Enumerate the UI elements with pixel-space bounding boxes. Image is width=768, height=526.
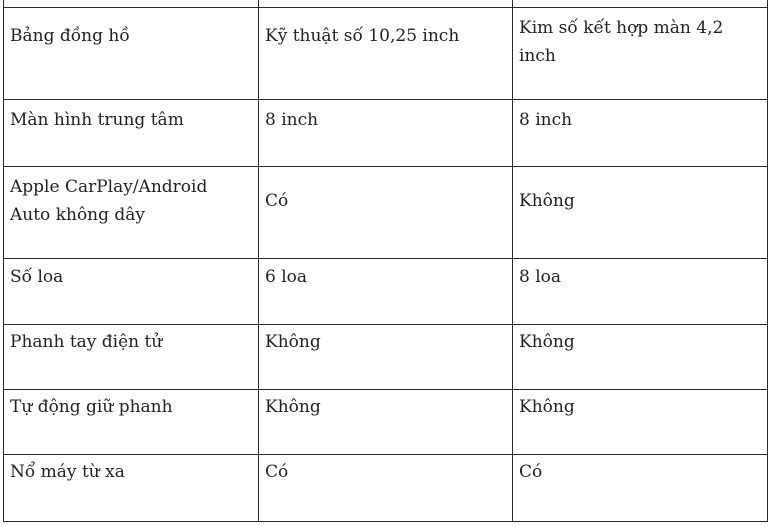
value-cell-a: Không bbox=[259, 325, 513, 390]
feature-cell: Số loa bbox=[4, 259, 259, 325]
spec-comparison-table bbox=[3, 0, 768, 522]
value-cell-b: Kim số kết hợp màn 4,2 inch bbox=[513, 8, 768, 100]
table-row bbox=[4, 325, 768, 390]
value-cell-a: 8 inch bbox=[259, 100, 513, 167]
table-cell bbox=[513, 0, 768, 8]
feature-cell: Màn hình trung tâm bbox=[4, 100, 259, 167]
value-cell-b: 8 inch bbox=[513, 100, 768, 167]
table-row bbox=[4, 8, 768, 100]
feature-cell: Nổ máy từ xa bbox=[4, 455, 259, 522]
value-cell-b: Không bbox=[513, 167, 768, 259]
value-cell-b: 8 loa bbox=[513, 259, 768, 325]
value-cell-a: Kỹ thuật số 10,25 inch bbox=[259, 8, 513, 100]
table-row-cut-off bbox=[4, 0, 768, 8]
table-cell bbox=[4, 0, 259, 8]
table-row bbox=[4, 390, 768, 455]
table-cell bbox=[259, 0, 513, 8]
feature-cell: Tự động giữ phanh bbox=[4, 390, 259, 455]
value-cell-a: Không bbox=[259, 390, 513, 455]
feature-cell: Bảng đồng hồ bbox=[4, 8, 259, 100]
value-cell-b: Không bbox=[513, 325, 768, 390]
table-row bbox=[4, 167, 768, 259]
value-cell-a: Có bbox=[259, 455, 513, 522]
feature-cell: Phanh tay điện tử bbox=[4, 325, 259, 390]
value-cell-a: 6 loa bbox=[259, 259, 513, 325]
table-row bbox=[4, 455, 768, 522]
table-row bbox=[4, 100, 768, 167]
table-row bbox=[4, 259, 768, 325]
value-cell-a: Có bbox=[259, 167, 513, 259]
value-cell-b: Không bbox=[513, 390, 768, 455]
feature-cell: Apple CarPlay/Android Auto không dây bbox=[4, 167, 259, 259]
value-cell-b: Có bbox=[513, 455, 768, 522]
